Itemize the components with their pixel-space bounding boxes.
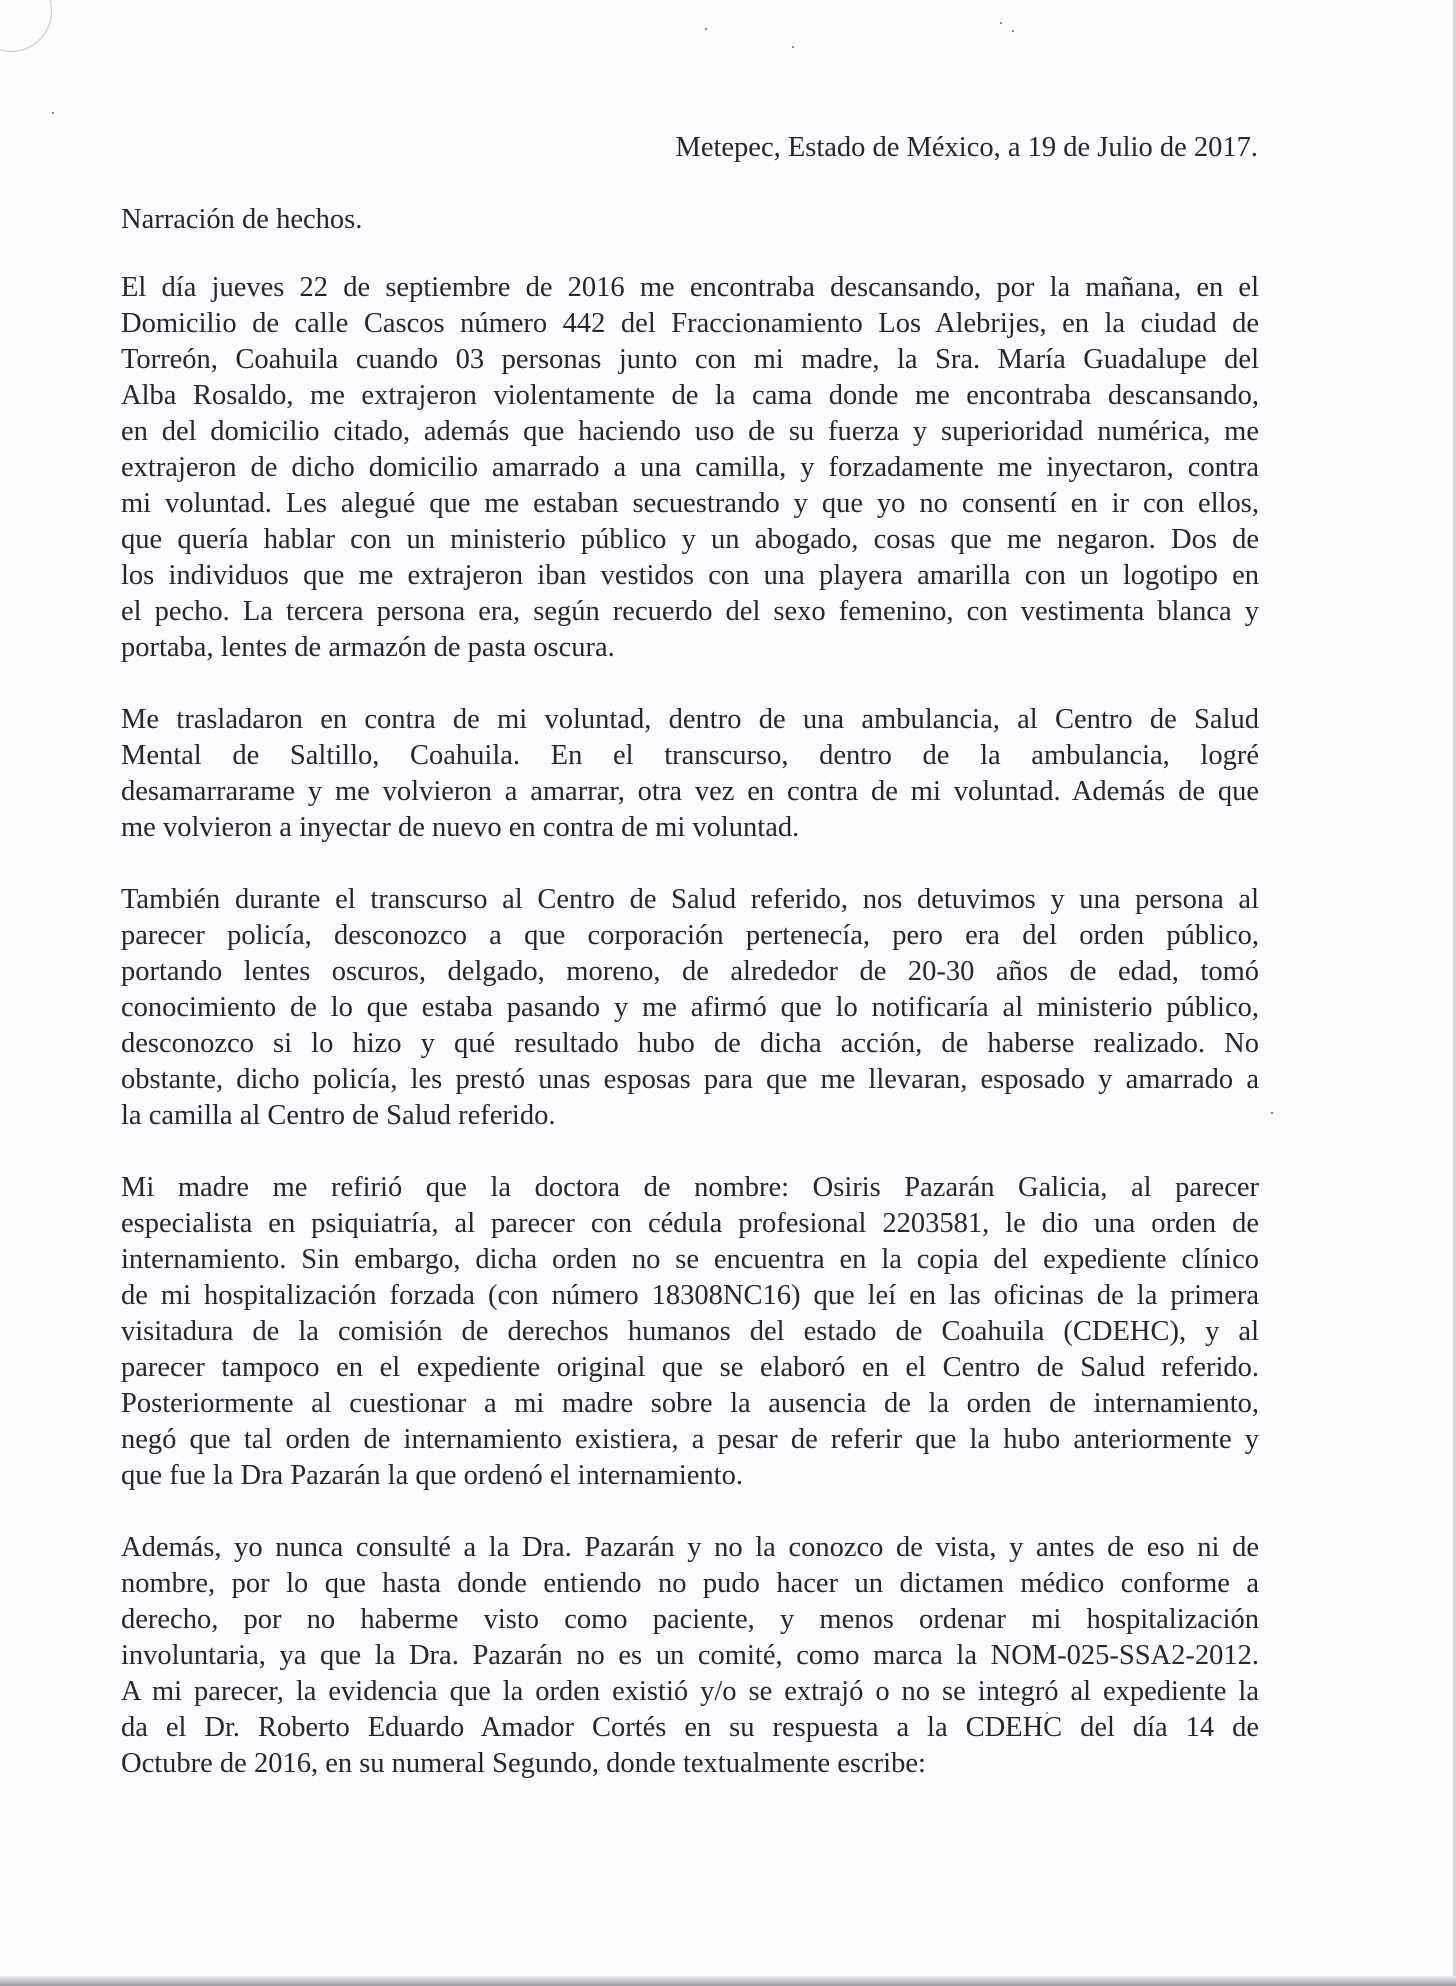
scan-speck — [1271, 1112, 1273, 1114]
text-line: parecer policía, desconozco a que corporación pertenecía, pero era del orden público, — [121, 920, 1259, 951]
text-line: obstante, dicho policía, les prestó unas esposas para que me llevaran, esposado y amarrado a — [121, 1064, 1259, 1095]
text-line: negó que tal orden de internamiento existiera, a pesar de referir que la hubo anteriormente y — [121, 1424, 1259, 1455]
text-line: extrajeron de dicho domicilio amarrado a una camilla, y forzadamente me inyectaron, contra — [121, 452, 1259, 483]
text-line: conocimiento de lo que estaba pasando y me afirmó que lo notificaría al ministerio público, — [121, 992, 1259, 1023]
scan-corner-mark — [0, 0, 52, 52]
paragraph-2 — [121, 702, 1259, 846]
text-line: Alba Rosaldo, me extrajeron violentamente de la cama donde me encontraba descansando, — [121, 380, 1259, 411]
scan-speck — [1000, 22, 1002, 24]
paragraph-1 — [121, 270, 1259, 666]
text-line: nombre, por lo que hasta donde entiendo no pudo hacer un dictamen médico conforme a — [121, 1568, 1259, 1599]
document-title: Narración de hechos. — [121, 204, 363, 235]
paragraph-5 — [121, 1530, 1259, 1782]
text-line: También durante el transcurso al Centro de Salud referido, nos detuvimos y una persona al — [121, 884, 1259, 915]
text-line: El día jueves 22 de septiembre de 2016 me encontraba descansando, por la mañana, en el — [121, 272, 1259, 303]
text-line: derecho, por no haberme visto como paciente, y menos ordenar mi hospitalización — [121, 1604, 1259, 1635]
text-line: portando lentes oscuros, delgado, moreno, de alrededor de 20-30 años de edad, tomó — [121, 956, 1259, 987]
text-line: la camilla al Centro de Salud referido. — [121, 1100, 556, 1131]
text-line: Domicilio de calle Cascos número 442 del Fraccionamiento Los Alebrijes, en la ciudad de — [121, 308, 1259, 339]
scan-speck — [705, 28, 707, 30]
text-line: A mi parecer, la evidencia que la orden existió y/o se extrajó o no se integró al expediente la — [121, 1676, 1259, 1707]
text-line: da el Dr. Roberto Eduardo Amador Cortés en su respuesta a la CDEHC del día 14 de — [121, 1712, 1259, 1743]
text-line: que quería hablar con un ministerio público y un abogado, cosas que me negaron. Dos de — [121, 524, 1259, 555]
scan-speck — [792, 46, 794, 48]
scan-bottom-edge — [0, 1976, 1456, 1986]
text-line: Mental de Saltillo, Coahuila. En el transcurso, dentro de la ambulancia, logré — [121, 740, 1259, 771]
text-line: que fue la Dra Pazarán la que ordenó el internamiento. — [121, 1460, 743, 1491]
text-line: mi voluntad. Les alegué que me estaban secuestrando y que yo no consentí en ir con ellos, — [121, 488, 1259, 519]
text-line: Además, yo nunca consulté a la Dra. Pazarán y no la conozco de vista, y antes de eso ni de — [121, 1532, 1259, 1563]
text-line: Mi madre me refirió que la doctora de nombre: Osiris Pazarán Galicia, al parecer — [121, 1172, 1259, 1203]
text-line: en del domicilio citado, además que haciendo uso de su fuerza y superioridad numérica, me — [121, 416, 1259, 447]
paragraph-4 — [121, 1170, 1259, 1494]
document-body — [121, 270, 1259, 1818]
text-line: el pecho. La tercera persona era, según recuerdo del sexo femenino, con vestimenta blanca y — [121, 596, 1259, 627]
scan-speck — [52, 112, 54, 114]
text-line: desconozco si lo hizo y qué resultado hubo de dicha acción, de haberse realizado. No — [121, 1028, 1259, 1059]
scan-speck — [1012, 30, 1014, 32]
text-line: especialista en psiquiatría, al parecer con cédula profesional 2203581, le dio una orden de — [121, 1208, 1259, 1239]
text-line: Me trasladaron en contra de mi voluntad, dentro de una ambulancia, al Centro de Salud — [121, 704, 1259, 735]
text-line: de mi hospitalización forzada (con número 18308NC16) que leí en las oficinas de la primera — [121, 1280, 1259, 1311]
letter-date-line: Metepec, Estado de México, a 19 de Julio de 2017. — [675, 132, 1258, 163]
text-line: visitadura de la comisión de derechos humanos del estado de Coahuila (CDEHC), y al — [121, 1316, 1259, 1347]
text-line: desamarrarame y me volvieron a amarrar, otra vez en contra de mi voluntad. Además de que — [121, 776, 1259, 807]
text-line: Posteriormente al cuestionar a mi madre sobre la ausencia de la orden de internamiento, — [121, 1388, 1259, 1419]
text-line: internamiento. Sin embargo, dicha orden no se encuentra en la copia del expediente clínico — [121, 1244, 1259, 1275]
text-line: Torreón, Coahuila cuando 03 personas junto con mi madre, la Sra. María Guadalupe del — [121, 344, 1259, 375]
text-line: me volvieron a inyectar de nuevo en contra de mi voluntad. — [121, 812, 800, 843]
text-line: involuntaria, ya que la Dra. Pazarán no es un comité, como marca la NOM-025-SSA2-2012. — [121, 1640, 1259, 1671]
text-line: portaba, lentes de armazón de pasta oscura. — [121, 632, 615, 663]
paragraph-3 — [121, 882, 1259, 1134]
text-line: Octubre de 2016, en su numeral Segundo, donde textualmente escribe: — [121, 1748, 926, 1779]
text-line: parecer tampoco en el expediente original que se elaboró en el Centro de Salud referido. — [121, 1352, 1259, 1383]
text-line: los individuos que me extrajeron iban vestidos con una playera amarilla con un logotipo en — [121, 560, 1259, 591]
